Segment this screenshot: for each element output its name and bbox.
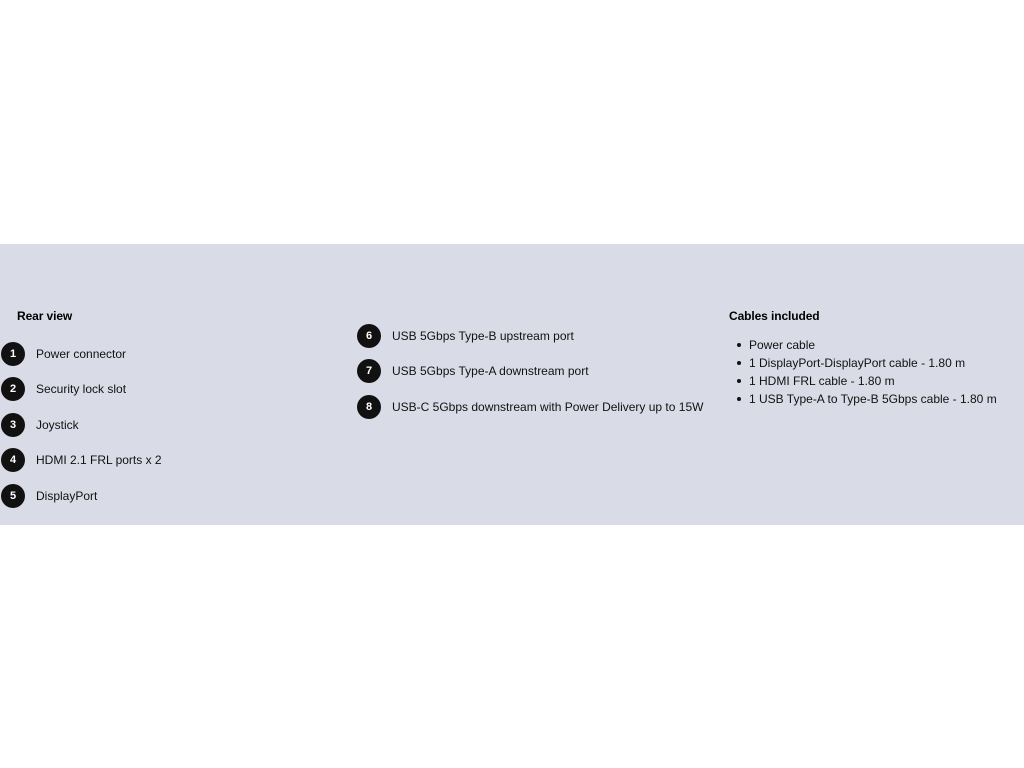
port-number-badge: 1	[1, 342, 25, 366]
bullet-icon	[737, 379, 741, 383]
port-item-5	[1, 484, 97, 508]
port-label: USB 5Gbps Type-A downstream port	[392, 364, 589, 378]
port-number-badge: 6	[357, 324, 381, 348]
cable-item-label: 1 USB Type-A to Type-B 5Gbps cable - 1.80 m	[749, 392, 997, 406]
cable-item-label: 1 HDMI FRL cable - 1.80 m	[749, 374, 895, 388]
cables-included-heading: Cables included	[729, 309, 820, 323]
port-number-badge: 3	[1, 413, 25, 437]
port-number-badge: 5	[1, 484, 25, 508]
port-item-1	[1, 342, 126, 366]
port-label: DisplayPort	[36, 489, 98, 503]
specs-panel	[0, 244, 1024, 525]
port-number-badge: 7	[357, 359, 381, 383]
cable-item-label: Power cable	[749, 338, 816, 352]
port-item-3	[1, 413, 79, 437]
cable-item-hdmi	[729, 372, 997, 390]
port-label: Security lock slot	[36, 382, 127, 396]
port-number-badge: 2	[1, 377, 25, 401]
bullet-icon	[737, 397, 741, 401]
port-number-badge: 4	[1, 448, 25, 472]
port-label: Power connector	[36, 347, 127, 361]
cables-list	[729, 336, 997, 408]
port-number-badge: 8	[357, 395, 381, 419]
rear-view-heading: Rear view	[17, 309, 73, 323]
port-item-2	[1, 377, 126, 401]
port-label: USB-C 5Gbps downstream with Power Delivery up to 15W	[392, 400, 704, 414]
port-item-6	[357, 324, 574, 348]
port-item-4	[1, 448, 162, 472]
bullet-icon	[737, 361, 741, 365]
port-item-8	[357, 395, 703, 419]
cable-item-label: 1 DisplayPort-DisplayPort cable - 1.80 m	[749, 356, 966, 370]
port-label: USB 5Gbps Type-B upstream port	[392, 329, 574, 343]
port-item-7	[357, 359, 589, 383]
cable-item-power	[729, 336, 997, 354]
bullet-icon	[737, 343, 741, 347]
port-label: Joystick	[36, 418, 79, 432]
cable-item-usb	[729, 390, 997, 408]
cable-item-displayport	[729, 354, 997, 372]
port-label: HDMI 2.1 FRL ports x 2	[36, 453, 162, 467]
